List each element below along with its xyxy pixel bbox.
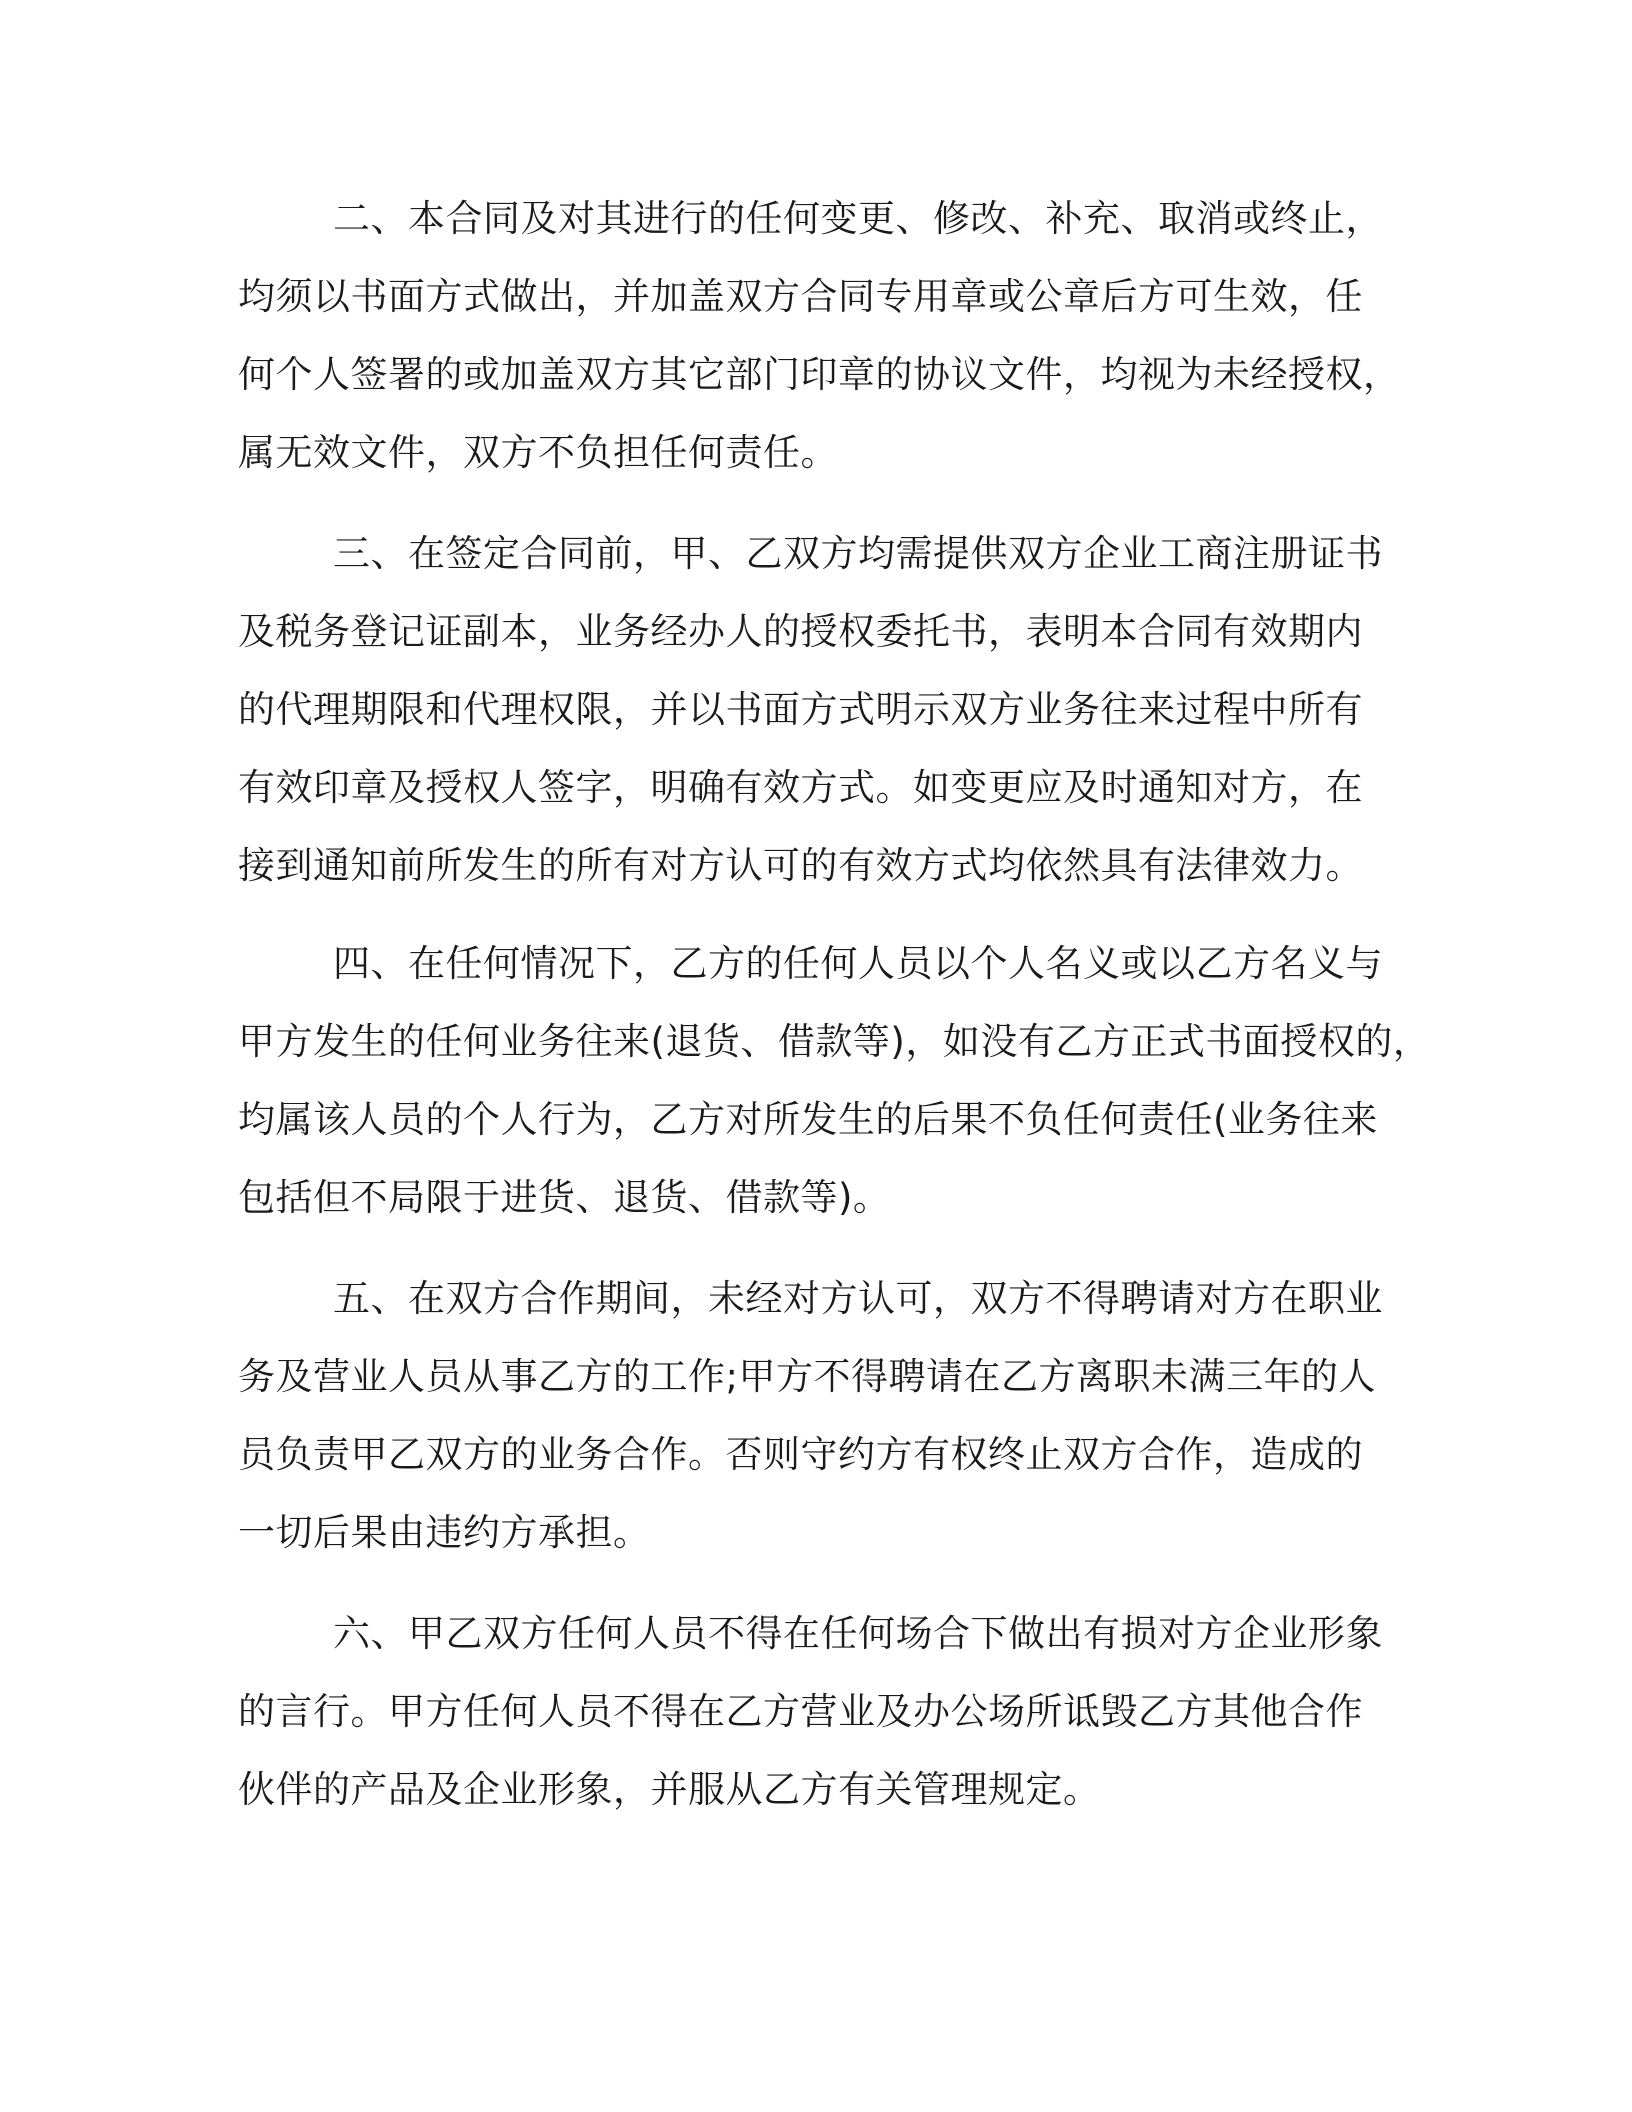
clause-5-line-3: 员负责甲乙双方的业务合作。否则守约方有权终止双方合作，造成的 [238, 1433, 1363, 1476]
clause-3-line-4: 有效印章及授权人签字，明确有效方式。如变更应及时通知对方，在 [238, 766, 1363, 809]
clause-3-line-1: 三、在签定合同前，甲、乙双方均需提供双方企业工商注册证书 [333, 532, 1383, 575]
clause-3-line-2: 及税务登记证副本，业务经办人的授权委托书，表明本合同有效期内 [238, 610, 1363, 653]
clause-2-line-4: 属无效文件，双方不负担任何责任。 [238, 431, 838, 474]
clause-2-line-3: 何个人签署的或加盖双方其它部门印章的协议文件，均视为未经授权， [238, 353, 1401, 396]
clause-5-line-2: 务及营业人员从事乙方的工作;甲方不得聘请在乙方离职未满三年的人 [238, 1355, 1376, 1398]
clause-6-line-3: 伙伴的产品及企业形象，并服从乙方有关管理规定。 [238, 1768, 1101, 1811]
clause-3 [238, 515, 1408, 905]
clause-6 [238, 1595, 1408, 1829]
clause-3-line-5: 接到通知前所发生的所有对方认可的有效方式均依然具有法律效力。 [238, 844, 1363, 887]
clause-5 [238, 1260, 1408, 1572]
clause-2 [238, 180, 1408, 492]
clause-4 [238, 925, 1431, 1237]
clause-4-line-3: 均属该人员的个人行为，乙方对所发生的后果不负任何责任(业务往来 [238, 1098, 1378, 1141]
clause-4-line-1: 四、在任何情况下，乙方的任何人员以个人名义或以乙方名义与 [333, 942, 1383, 985]
clause-4-line-4: 包括但不局限于进货、退货、借款等)。 [238, 1176, 891, 1219]
clause-2-line-2: 均须以书面方式做出，并加盖双方合同专用章或公章后方可生效，任 [238, 275, 1363, 318]
clause-5-line-4: 一切后果由违约方承担。 [238, 1511, 651, 1554]
clause-6-line-1: 六、甲乙双方任何人员不得在任何场合下做出有损对方企业形象 [333, 1612, 1383, 1655]
clause-5-line-1: 五、在双方合作期间，未经对方认可，双方不得聘请对方在职业 [333, 1277, 1383, 1320]
clause-2-line-1: 二、本合同及对其进行的任何变更、修改、补充、取消或终止， [333, 197, 1383, 240]
clause-3-line-3: 的代理期限和代理权限，并以书面方式明示双方业务往来过程中所有 [238, 688, 1363, 731]
clause-4-line-2: 甲方发生的任何业务往来(退货、借款等)，如没有乙方正式书面授权的， [238, 1020, 1431, 1063]
clause-6-line-2: 的言行。甲方任何人员不得在乙方营业及办公场所诋毁乙方其他合作 [238, 1690, 1363, 1733]
